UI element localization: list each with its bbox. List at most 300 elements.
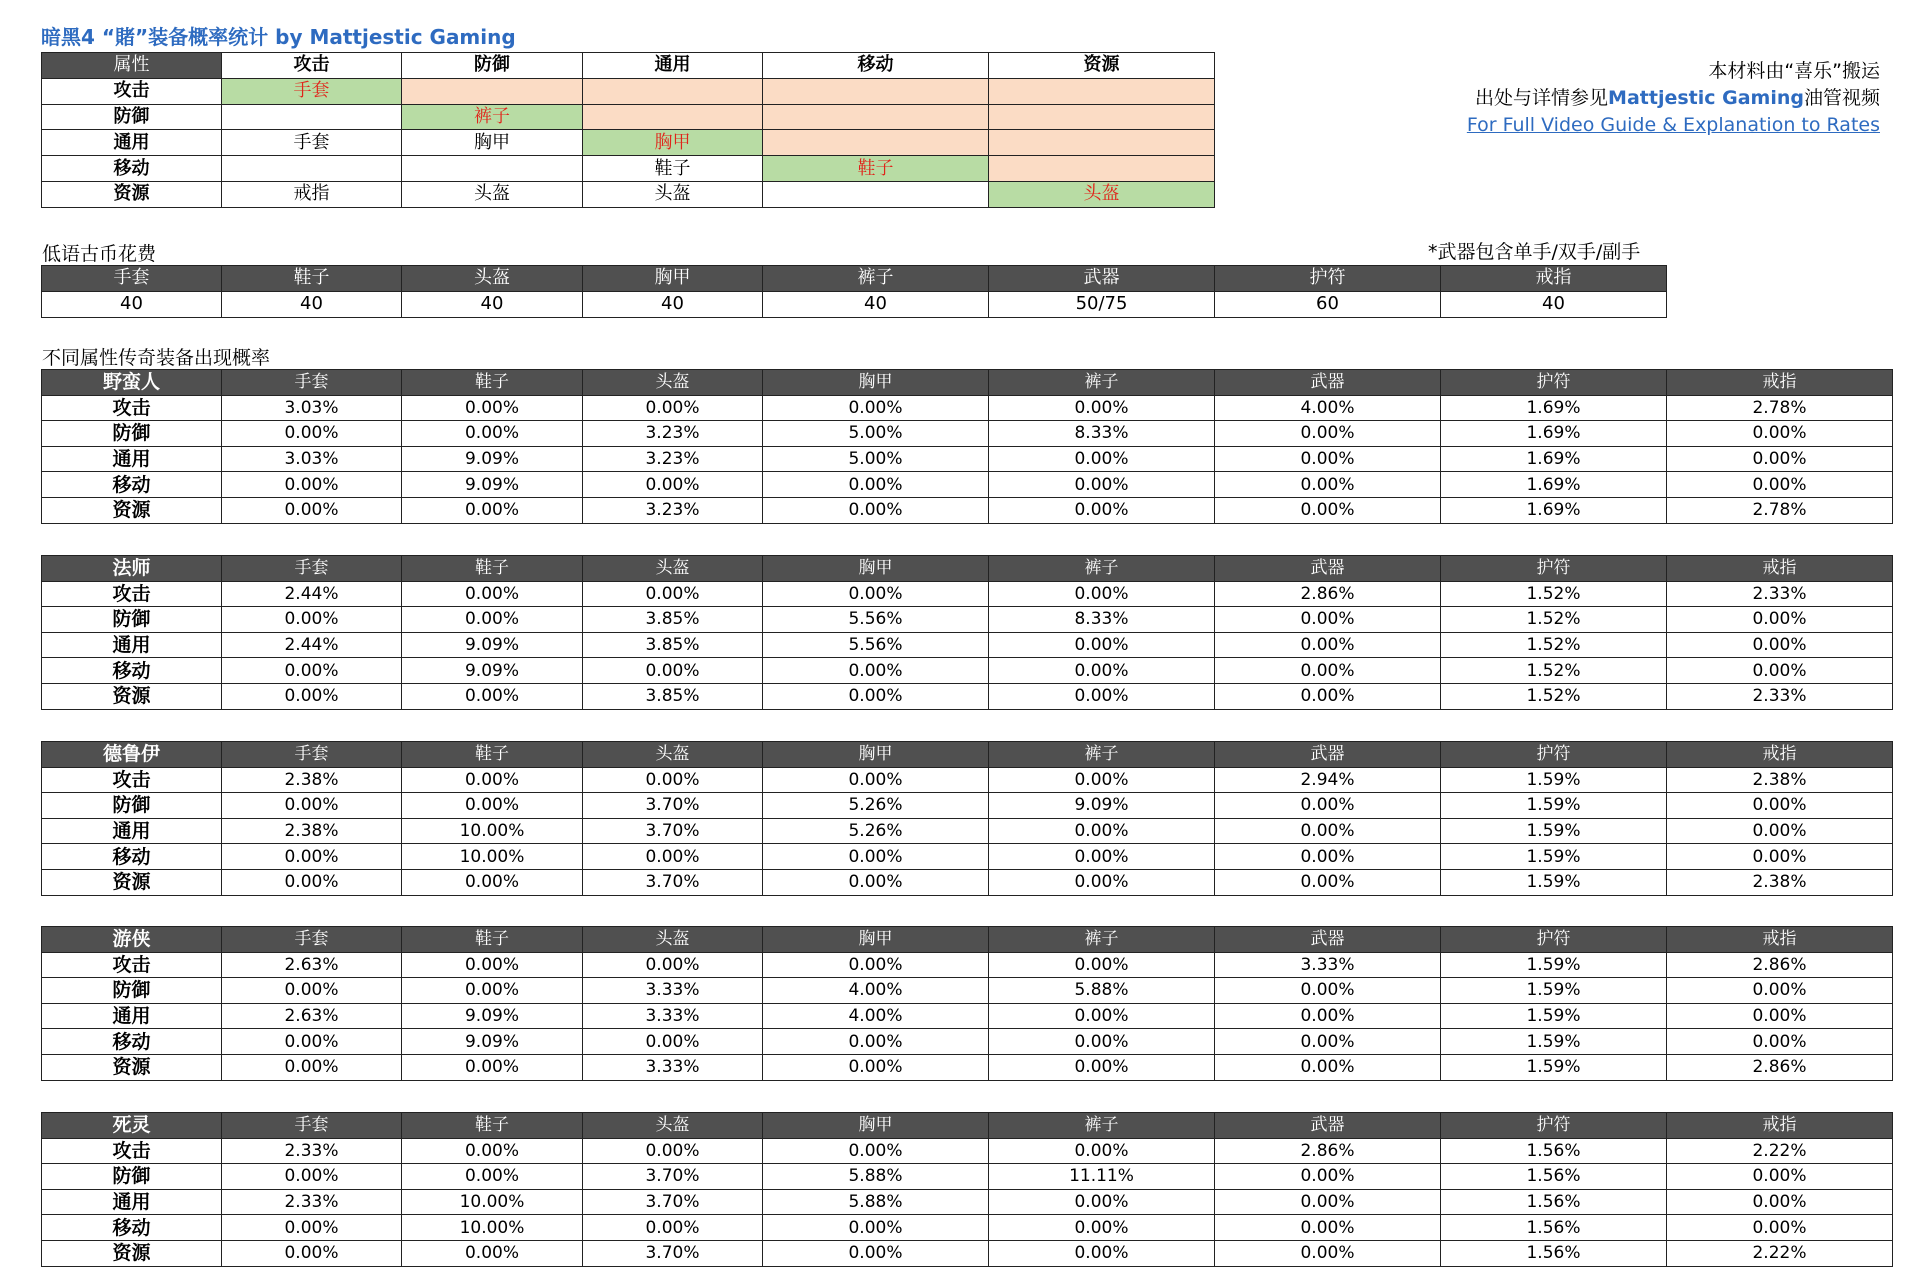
matrix-cell xyxy=(583,104,763,130)
attribute-label: 移动 xyxy=(42,844,222,870)
probability-row xyxy=(42,1003,1893,1029)
probability-cell: 0.00% xyxy=(1215,1215,1441,1241)
probability-cell: 2.63% xyxy=(222,952,402,978)
item-header: 戒指 xyxy=(1667,1113,1893,1139)
matrix-cell xyxy=(402,156,583,182)
probability-cell: 2.38% xyxy=(222,818,402,844)
probability-cell: 0.00% xyxy=(989,632,1215,658)
probability-cell: 0.00% xyxy=(402,497,583,523)
probability-cell: 0.00% xyxy=(1667,1215,1893,1241)
item-header: 头盔 xyxy=(583,370,763,396)
matrix-cell xyxy=(989,156,1215,182)
class-name: 德鲁伊 xyxy=(42,742,222,768)
probability-cell: 0.00% xyxy=(402,395,583,421)
probability-cell: 1.52% xyxy=(1441,683,1667,709)
probability-row xyxy=(42,446,1893,472)
matrix-cell: 头盔 xyxy=(989,181,1215,207)
attribute-label: 资源 xyxy=(42,1054,222,1080)
probability-cell: 9.09% xyxy=(989,793,1215,819)
matrix-cell xyxy=(402,78,583,104)
probability-cell: 0.00% xyxy=(989,1003,1215,1029)
probability-cell: 0.00% xyxy=(402,607,583,633)
probability-cell: 0.00% xyxy=(222,1029,402,1055)
probability-cell: 0.00% xyxy=(583,767,763,793)
probability-cell: 1.59% xyxy=(1441,952,1667,978)
probability-cell: 0.00% xyxy=(763,952,989,978)
probability-row xyxy=(42,472,1893,498)
cost-header-row xyxy=(42,266,1667,292)
matrix-row xyxy=(42,181,1215,207)
probability-cell: 0.00% xyxy=(763,1138,989,1164)
item-header: 武器 xyxy=(1215,742,1441,768)
probability-cell: 9.09% xyxy=(402,632,583,658)
cost-header: 戒指 xyxy=(1441,266,1667,292)
class-header-row xyxy=(42,927,1893,953)
probability-cell: 0.00% xyxy=(763,767,989,793)
probability-cell: 0.00% xyxy=(222,1215,402,1241)
item-header: 胸甲 xyxy=(763,556,989,582)
probability-cell: 1.69% xyxy=(1441,421,1667,447)
probability-cell: 10.00% xyxy=(402,844,583,870)
probability-cell: 4.00% xyxy=(763,1003,989,1029)
probability-row xyxy=(42,607,1893,633)
matrix-cell: 戒指 xyxy=(222,181,402,207)
cost-value: 60 xyxy=(1215,291,1441,317)
matrix-col-header: 通用 xyxy=(583,53,763,79)
probability-cell: 0.00% xyxy=(1215,632,1441,658)
item-header: 胸甲 xyxy=(763,1113,989,1139)
matrix-row-header: 资源 xyxy=(42,181,222,207)
matrix-row-header: 防御 xyxy=(42,104,222,130)
item-header: 戒指 xyxy=(1667,742,1893,768)
probability-cell: 0.00% xyxy=(1667,1164,1893,1190)
probability-cell: 2.86% xyxy=(1667,952,1893,978)
item-header: 胸甲 xyxy=(763,370,989,396)
attribute-label: 防御 xyxy=(42,1164,222,1190)
attribute-label: 通用 xyxy=(42,446,222,472)
cost-label: 低语古币花费 xyxy=(42,243,157,265)
probability-cell: 1.59% xyxy=(1441,869,1667,895)
probability-cell: 0.00% xyxy=(402,1138,583,1164)
attribute-label: 攻击 xyxy=(42,767,222,793)
probability-cell: 0.00% xyxy=(1215,658,1441,684)
matrix-cell xyxy=(763,104,989,130)
matrix-cell: 头盔 xyxy=(402,181,583,207)
probability-cell: 0.00% xyxy=(222,1164,402,1190)
attribute-label: 防御 xyxy=(42,607,222,633)
probability-cell: 0.00% xyxy=(1667,844,1893,870)
cost-value: 40 xyxy=(402,291,583,317)
probability-cell: 0.00% xyxy=(763,1029,989,1055)
probability-cell: 0.00% xyxy=(1215,421,1441,447)
probability-row xyxy=(42,395,1893,421)
probability-cell: 0.00% xyxy=(989,952,1215,978)
matrix-cell: 胸甲 xyxy=(583,130,763,156)
probability-cell: 0.00% xyxy=(989,767,1215,793)
cost-value: 50/75 xyxy=(989,291,1215,317)
probability-cell: 2.44% xyxy=(222,581,402,607)
attribute-label: 移动 xyxy=(42,1215,222,1241)
probability-row xyxy=(42,952,1893,978)
item-header: 戒指 xyxy=(1667,556,1893,582)
probability-cell: 0.00% xyxy=(1215,793,1441,819)
class-name: 死灵 xyxy=(42,1113,222,1139)
probability-cell: 0.00% xyxy=(763,1215,989,1241)
probability-cell: 1.59% xyxy=(1441,1054,1667,1080)
item-header: 护符 xyxy=(1441,742,1667,768)
matrix-col-header: 移动 xyxy=(763,53,989,79)
probability-cell: 0.00% xyxy=(402,952,583,978)
cost-header: 武器 xyxy=(989,266,1215,292)
probability-cell: 3.70% xyxy=(583,869,763,895)
probability-cell: 2.38% xyxy=(222,767,402,793)
probability-cell: 0.00% xyxy=(1215,472,1441,498)
probability-cell: 0.00% xyxy=(1667,1029,1893,1055)
probability-cell: 0.00% xyxy=(1667,421,1893,447)
probability-cell: 5.00% xyxy=(763,446,989,472)
probability-cell: 0.00% xyxy=(583,1029,763,1055)
probability-cell: 0.00% xyxy=(989,818,1215,844)
probability-cell: 0.00% xyxy=(1215,1029,1441,1055)
probability-cell: 0.00% xyxy=(222,1240,402,1266)
probability-cell: 1.56% xyxy=(1441,1164,1667,1190)
cost-header: 裤子 xyxy=(763,266,989,292)
probability-cell: 0.00% xyxy=(1215,1240,1441,1266)
item-header: 鞋子 xyxy=(402,556,583,582)
probability-cell: 3.33% xyxy=(583,1003,763,1029)
credit-block xyxy=(1467,58,1880,139)
probability-row xyxy=(42,421,1893,447)
probability-cell: 0.00% xyxy=(402,581,583,607)
probability-cell: 2.94% xyxy=(1215,767,1441,793)
probability-cell: 0.00% xyxy=(222,421,402,447)
attribute-label: 移动 xyxy=(42,1029,222,1055)
attribute-label: 资源 xyxy=(42,869,222,895)
probability-cell: 0.00% xyxy=(763,1240,989,1266)
probability-cell: 2.22% xyxy=(1667,1138,1893,1164)
matrix-row xyxy=(42,78,1215,104)
probability-row xyxy=(42,1189,1893,1215)
probability-cell: 0.00% xyxy=(222,793,402,819)
probability-row xyxy=(42,844,1893,870)
item-header: 手套 xyxy=(222,370,402,396)
matrix-cell xyxy=(583,78,763,104)
probability-cell: 0.00% xyxy=(763,844,989,870)
item-header: 护符 xyxy=(1441,927,1667,953)
attribute-label: 防御 xyxy=(42,421,222,447)
cost-value: 40 xyxy=(763,291,989,317)
probability-cell: 0.00% xyxy=(989,581,1215,607)
probability-cell: 1.56% xyxy=(1441,1240,1667,1266)
probability-cell: 2.33% xyxy=(1667,683,1893,709)
item-header: 武器 xyxy=(1215,927,1441,953)
item-header: 护符 xyxy=(1441,370,1667,396)
probability-cell: 0.00% xyxy=(1215,1189,1441,1215)
probability-row xyxy=(42,1054,1893,1080)
matrix-corner: 属性 xyxy=(42,53,222,79)
probability-cell: 1.59% xyxy=(1441,1003,1667,1029)
probability-cell: 0.00% xyxy=(1667,1189,1893,1215)
matrix-cell xyxy=(989,130,1215,156)
probability-cell: 3.03% xyxy=(222,446,402,472)
credit-author: Mattjestic Gaming xyxy=(1608,87,1804,109)
probability-cell: 0.00% xyxy=(222,607,402,633)
probability-cell: 11.11% xyxy=(989,1164,1215,1190)
probability-cell: 3.70% xyxy=(583,1240,763,1266)
video-guide-link[interactable]: For Full Video Guide & Explanation to Rates xyxy=(1466,114,1880,136)
probability-row xyxy=(42,581,1893,607)
attribute-label: 移动 xyxy=(42,472,222,498)
probability-cell: 0.00% xyxy=(402,1054,583,1080)
attribute-label: 攻击 xyxy=(42,395,222,421)
item-header: 武器 xyxy=(1215,370,1441,396)
credit-line-1: 本材料由“喜乐”搬运 xyxy=(1708,60,1880,82)
probability-cell: 0.00% xyxy=(583,952,763,978)
probability-cell: 2.78% xyxy=(1667,395,1893,421)
probability-row xyxy=(42,632,1893,658)
credit-line-2 xyxy=(1467,85,1880,112)
item-header: 裤子 xyxy=(989,927,1215,953)
probability-cell: 9.09% xyxy=(402,1003,583,1029)
probability-cell: 3.23% xyxy=(583,421,763,447)
attribute-label: 移动 xyxy=(42,658,222,684)
attribute-label: 资源 xyxy=(42,683,222,709)
probability-cell: 5.88% xyxy=(989,978,1215,1004)
probability-cell: 0.00% xyxy=(1215,844,1441,870)
cost-table xyxy=(41,265,1667,318)
probability-row xyxy=(42,1240,1893,1266)
class-probability-table xyxy=(41,926,1893,1081)
item-header: 胸甲 xyxy=(763,927,989,953)
matrix-header-row xyxy=(42,53,1215,79)
probability-cell: 0.00% xyxy=(402,1164,583,1190)
probability-row xyxy=(42,978,1893,1004)
probability-cell: 0.00% xyxy=(1667,446,1893,472)
probability-cell: 9.09% xyxy=(402,472,583,498)
probability-cell: 2.38% xyxy=(1667,869,1893,895)
attribute-label: 资源 xyxy=(42,497,222,523)
probability-cell: 0.00% xyxy=(402,793,583,819)
item-header: 手套 xyxy=(222,1113,402,1139)
probability-cell: 0.00% xyxy=(1215,497,1441,523)
probability-cell: 0.00% xyxy=(1667,818,1893,844)
probability-cell: 0.00% xyxy=(402,421,583,447)
probability-cell: 2.86% xyxy=(1215,581,1441,607)
probability-cell: 0.00% xyxy=(222,1054,402,1080)
probability-cell: 0.00% xyxy=(1667,978,1893,1004)
probability-cell: 2.22% xyxy=(1667,1240,1893,1266)
matrix-cell xyxy=(989,78,1215,104)
probability-row xyxy=(42,683,1893,709)
probability-cell: 10.00% xyxy=(402,818,583,844)
probability-cell: 0.00% xyxy=(763,869,989,895)
probability-cell: 0.00% xyxy=(1667,793,1893,819)
class-name: 野蛮人 xyxy=(42,370,222,396)
matrix-col-header: 防御 xyxy=(402,53,583,79)
item-header: 鞋子 xyxy=(402,742,583,768)
matrix-cell xyxy=(989,104,1215,130)
cost-header: 胸甲 xyxy=(583,266,763,292)
probability-cell: 2.38% xyxy=(1667,767,1893,793)
item-header: 头盔 xyxy=(583,742,763,768)
probability-cell: 5.56% xyxy=(763,607,989,633)
probability-cell: 0.00% xyxy=(989,395,1215,421)
attribute-label: 通用 xyxy=(42,632,222,658)
class-name: 法师 xyxy=(42,556,222,582)
probability-cell: 2.33% xyxy=(222,1138,402,1164)
probability-cell: 0.00% xyxy=(989,1240,1215,1266)
probability-cell: 5.26% xyxy=(763,793,989,819)
item-header: 裤子 xyxy=(989,556,1215,582)
matrix-col-header: 资源 xyxy=(989,53,1215,79)
probability-row xyxy=(42,497,1893,523)
probability-cell: 3.85% xyxy=(583,632,763,658)
item-header: 护符 xyxy=(1441,556,1667,582)
probability-cell: 0.00% xyxy=(1215,1003,1441,1029)
probability-cell: 0.00% xyxy=(989,1054,1215,1080)
matrix-cell: 头盔 xyxy=(583,181,763,207)
probability-cell: 0.00% xyxy=(402,978,583,1004)
probability-cell: 0.00% xyxy=(1215,1054,1441,1080)
class-header-row xyxy=(42,370,1893,396)
probability-cell: 0.00% xyxy=(402,869,583,895)
probability-row xyxy=(42,1215,1893,1241)
matrix-cell: 鞋子 xyxy=(583,156,763,182)
probability-cell: 0.00% xyxy=(583,844,763,870)
item-header: 头盔 xyxy=(583,927,763,953)
cost-value: 40 xyxy=(583,291,763,317)
probability-cell: 8.33% xyxy=(989,607,1215,633)
probability-cell: 0.00% xyxy=(1667,1003,1893,1029)
probability-cell: 0.00% xyxy=(222,683,402,709)
probability-cell: 0.00% xyxy=(583,472,763,498)
item-header: 头盔 xyxy=(583,556,763,582)
probability-cell: 1.56% xyxy=(1441,1138,1667,1164)
probability-cell: 1.59% xyxy=(1441,1029,1667,1055)
probability-cell: 2.86% xyxy=(1215,1138,1441,1164)
class-header-row xyxy=(42,1113,1893,1139)
matrix-cell: 手套 xyxy=(222,78,402,104)
probability-cell: 0.00% xyxy=(222,869,402,895)
probability-cell: 0.00% xyxy=(1215,869,1441,895)
probability-cell: 1.59% xyxy=(1441,818,1667,844)
probability-cell: 1.69% xyxy=(1441,497,1667,523)
class-probability-table xyxy=(41,741,1893,896)
probability-cell: 5.56% xyxy=(763,632,989,658)
item-header: 手套 xyxy=(222,556,402,582)
probability-cell: 0.00% xyxy=(1667,607,1893,633)
probability-cell: 0.00% xyxy=(1215,446,1441,472)
cost-value: 40 xyxy=(222,291,402,317)
probability-cell: 0.00% xyxy=(1667,472,1893,498)
probability-cell: 0.00% xyxy=(989,1189,1215,1215)
probability-cell: 4.00% xyxy=(763,978,989,1004)
probability-cell: 5.88% xyxy=(763,1189,989,1215)
probability-cell: 9.09% xyxy=(402,446,583,472)
probability-cell: 9.09% xyxy=(402,658,583,684)
item-header: 鞋子 xyxy=(402,1113,583,1139)
item-header: 武器 xyxy=(1215,556,1441,582)
probability-cell: 1.69% xyxy=(1441,472,1667,498)
probability-cell: 0.00% xyxy=(763,497,989,523)
probability-cell: 10.00% xyxy=(402,1189,583,1215)
item-header: 护符 xyxy=(1441,1113,1667,1139)
probability-row xyxy=(42,1164,1893,1190)
probability-cell: 0.00% xyxy=(989,1138,1215,1164)
attribute-label: 攻击 xyxy=(42,1138,222,1164)
probability-cell: 3.70% xyxy=(583,818,763,844)
probability-cell: 0.00% xyxy=(989,658,1215,684)
matrix-cell xyxy=(222,156,402,182)
probability-cell: 3.70% xyxy=(583,793,763,819)
probability-cell: 1.56% xyxy=(1441,1189,1667,1215)
matrix-row-header: 通用 xyxy=(42,130,222,156)
probability-cell: 0.00% xyxy=(1215,818,1441,844)
probability-cell: 3.33% xyxy=(583,978,763,1004)
class-probability-table xyxy=(41,369,1893,524)
probability-cell: 0.00% xyxy=(989,1029,1215,1055)
probability-row xyxy=(42,869,1893,895)
attribute-label: 攻击 xyxy=(42,952,222,978)
item-header: 武器 xyxy=(1215,1113,1441,1139)
probability-cell: 0.00% xyxy=(583,1138,763,1164)
item-header: 胸甲 xyxy=(763,742,989,768)
cost-value: 40 xyxy=(42,291,222,317)
probability-cell: 0.00% xyxy=(989,497,1215,523)
probability-cell: 1.52% xyxy=(1441,581,1667,607)
matrix-cell: 手套 xyxy=(222,130,402,156)
probability-cell: 3.33% xyxy=(1215,952,1441,978)
matrix-cell: 鞋子 xyxy=(763,156,989,182)
class-probability-table xyxy=(41,555,1893,710)
matrix-row xyxy=(42,156,1215,182)
probability-cell: 0.00% xyxy=(1667,632,1893,658)
attribute-matrix-table xyxy=(41,52,1215,208)
item-header: 裤子 xyxy=(989,742,1215,768)
probability-row xyxy=(42,1029,1893,1055)
probability-cell: 2.63% xyxy=(222,1003,402,1029)
probability-row xyxy=(42,658,1893,684)
probability-cell: 0.00% xyxy=(989,472,1215,498)
probability-cell: 0.00% xyxy=(1215,607,1441,633)
probability-label: 不同属性传奇装备出现概率 xyxy=(42,347,271,369)
cost-header: 鞋子 xyxy=(222,266,402,292)
matrix-row-header: 移动 xyxy=(42,156,222,182)
probability-cell: 0.00% xyxy=(763,1054,989,1080)
cost-value: 40 xyxy=(1441,291,1667,317)
probability-cell: 3.03% xyxy=(222,395,402,421)
weapon-note: *武器包含单手/双手/副手 xyxy=(1428,241,1641,263)
matrix-cell xyxy=(763,78,989,104)
matrix-cell xyxy=(222,104,402,130)
probability-cell: 9.09% xyxy=(402,1029,583,1055)
probability-cell: 1.59% xyxy=(1441,793,1667,819)
class-probability-table xyxy=(41,1112,1893,1267)
item-header: 手套 xyxy=(222,927,402,953)
attribute-label: 攻击 xyxy=(42,581,222,607)
attribute-label: 通用 xyxy=(42,818,222,844)
probability-cell: 0.00% xyxy=(1215,978,1441,1004)
probability-cell: 0.00% xyxy=(222,658,402,684)
attribute-label: 防御 xyxy=(42,978,222,1004)
probability-cell: 3.33% xyxy=(583,1054,763,1080)
probability-cell: 0.00% xyxy=(583,658,763,684)
probability-cell: 0.00% xyxy=(222,844,402,870)
attribute-label: 通用 xyxy=(42,1189,222,1215)
probability-cell: 0.00% xyxy=(583,395,763,421)
probability-cell: 0.00% xyxy=(222,497,402,523)
credit-suffix: 油管视频 xyxy=(1803,87,1880,109)
